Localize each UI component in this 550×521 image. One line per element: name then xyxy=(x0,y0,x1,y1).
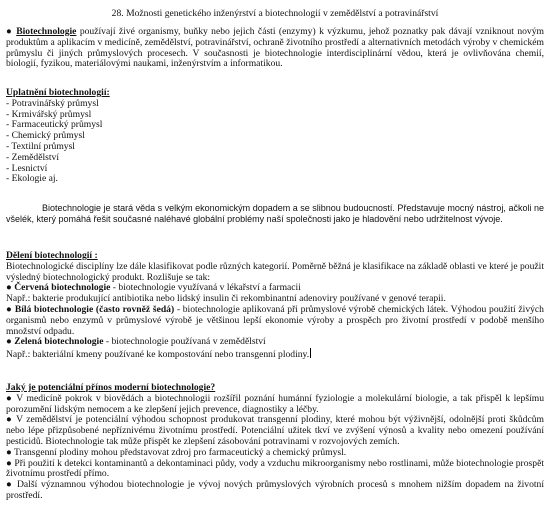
bullet-icon: ● xyxy=(6,26,13,37)
uses-section xyxy=(6,88,544,185)
list-item: - Potravinářský průmysl xyxy=(6,99,544,110)
list-item: - Krmivářský průmysl xyxy=(6,110,544,121)
benefit-heading: Jaký je potenciální přínos moderní biotechnologie? xyxy=(6,382,216,393)
division-section xyxy=(6,251,544,361)
summary-paragraph: Biotechnologie je stará věda s velkým ekonomickým dopadem a se slibnou budoucností. Představuje mocný nástroj, ačkoli ne všelék, který pomáhá řešit současné naléhavé globální problémy naší společnosti jako je hladovění nebo udržitelnost vývoje. xyxy=(6,203,544,224)
list-item: - Lesnictví xyxy=(6,164,544,175)
list-item: - Textilní průmysl xyxy=(6,142,544,153)
intro-term: Biotechnologie xyxy=(16,26,77,37)
list-item: - Ekologie aj. xyxy=(6,174,544,185)
benefit-item: ● Transgenní plodiny mohou představovat zdroj pro farmaceutický a chemický průmysl. xyxy=(6,446,347,458)
document-title: 28. Možnosti genetického inženýrství a biotechnologií v zemědělství a potravinářství xyxy=(111,8,439,19)
benefit-item: ● V medicíně pokrok v biovědách a biotechnologii rozšířil poznání humánní fyziologie a molekulární biologie, a tak přispěl k lepšímu porozumění lidským nemocem a ke zlepšení jejich prevence, diagnostiky a léčby. xyxy=(6,392,544,415)
red-term: Červená biotechnologie xyxy=(14,282,111,294)
green-example xyxy=(6,348,544,361)
benefit-item-text: V zemědělství je potenciální výhodou schopnost produkovat transgenní plodiny, které mohou být výživnější, odolnější proti škůdcům nebo lépe přizpůsobené nepříznivému životnímu prostředí. Potenciální užitek tkví ve zvýšení výnosů a kvality nebo omezení používání pesticidů. Biotechnologie tak může přispět ke zlepšení zásobování potravinami v rozvojových zemích. xyxy=(6,414,544,447)
benefit-item-text: Další významnou výhodou biotechnologie je vývoj nových průmyslových výrobních procesů s mnohem nižším dopadem na životní prostředí. xyxy=(6,479,544,501)
benefit-item-text: V medicíně pokrok v biovědách a biotechnologii rozšířil poznání humánní fyziologie a molekulární biologie, a tak přispěl k lepšímu porozumění lidským nemocem a ke zlepšení jejich prevence, diagnostiky a léčby. xyxy=(6,392,544,415)
division-text: Biotechnologické disciplíny lze dále klasifikovat podle různých kategorií. Poměrně běžná je klasifikace na základě oblasti ve které je použit výsledný biotechnologický produkt. Rozlišuje se tak: xyxy=(6,260,544,283)
green-term: Zelená biotechnologie xyxy=(14,336,104,348)
red-example: Např.: bakterie produkující antibiotika nebo lidský insulin či rekombinantní adenoviry používané v genové terapii. xyxy=(6,293,446,305)
list-item: - Zemědělství xyxy=(6,153,544,164)
list-item: - Chemický průmysl xyxy=(6,131,544,142)
intro-text: používají živé organismy, buňky nebo jejich části (enzymy) k výzkumu, jehož poznatky pak dávají vzniknout novým produktům a aplikacím v medicíně, zemědělství, potravinářství, ochraně životního prostředí a alternativních metodách výroby v chemickém průmyslu či jiných průmyslových procesech. V současnosti je biotechnologie interdisciplinární vědou, která je ovlivňována chemií, biologií, fyzikou, materiálovými naukami, inženýrstvím a informatikou. xyxy=(6,26,544,70)
text-cursor xyxy=(310,348,311,358)
green-example-text: Např.: bakteriální kmeny používané ke kompostování nebo transgenní plodiny. xyxy=(6,349,310,361)
white-biotech: ● Bílá biotechnologie (často rovněž šedá) - biotechnologie aplikovaná při průmyslové výrobě chemických látek. Výhodou použití živých organismů nebo enzymů v průmyslové výrobě je většinou lepší ekonomie výroby a prospěch pro životní prostředí v podobě menšího množství odpadu. xyxy=(6,303,544,337)
uses-heading: Uplatnění biotechnologií: xyxy=(6,87,110,98)
white-text: - biotechnologie aplikovaná při průmyslové výrobě chemických látek. Výhodou použití živých organismů nebo enzymů v průmyslové výrobě je většinou lepší ekonomie výroby a prospěch pro životní prostředí v podobě menšího množství odpadu. xyxy=(6,303,544,337)
green-biotech: ● Zelená biotechnologie - biotechnologie používaná v zemědělství xyxy=(6,336,266,348)
list-item: - Farmaceutický průmysl xyxy=(6,120,544,131)
benefit-item: ● Při použití k detekci kontaminantů a dekontaminaci půdy, vody a vzduchu mikroorganismy nebo rostlinami, může biotechnologie prospět životnímu prostředí přímo. xyxy=(6,457,544,480)
intro-paragraph xyxy=(6,27,544,70)
uses-list xyxy=(6,99,544,185)
benefit-section xyxy=(6,383,544,502)
division-heading: Dělení biotechnologií : xyxy=(6,250,98,261)
benefit-item: ● Další významnou výhodou biotechnologie je vývoj nových průmyslových výrobních procesů s mnohem nižším dopadem na životní prostředí. xyxy=(6,479,544,501)
red-text: - biotechnologie využívaná v lékařství a farmacii xyxy=(110,282,301,294)
benefit-item-text: Při použití k detekci kontaminantů a dekontaminaci půdy, vody a vzduchu mikroorganismy nebo rostlinami, může biotechnologie prospět životnímu prostředí přímo. xyxy=(6,457,544,480)
benefit-item-text: Transgenní plodiny mohou představovat zdroj pro farmaceutický a chemický průmysl. xyxy=(14,446,347,458)
benefit-item: ● V zemědělství je potenciální výhodou schopnost produkovat transgenní plodiny, které mohou být výživnější, odolnější proti škůdcům nebo lépe přizpůsobené nepříznivému životnímu prostředí. Potenciální užitek tkví ve zvýšení výnosů a kvality nebo omezení používání pesticidů. Biotechnologie tak může přispět ke zlepšení zásobování potravinami v rozvojových zemích. xyxy=(6,414,544,447)
red-biotech: ● Červená biotechnologie - biotechnologie využívaná v lékařství a farmacii xyxy=(6,282,301,294)
green-text: - biotechnologie používaná v zemědělství xyxy=(103,336,266,348)
white-term: Bílá biotechnologie (často rovněž šedá) xyxy=(14,303,175,315)
